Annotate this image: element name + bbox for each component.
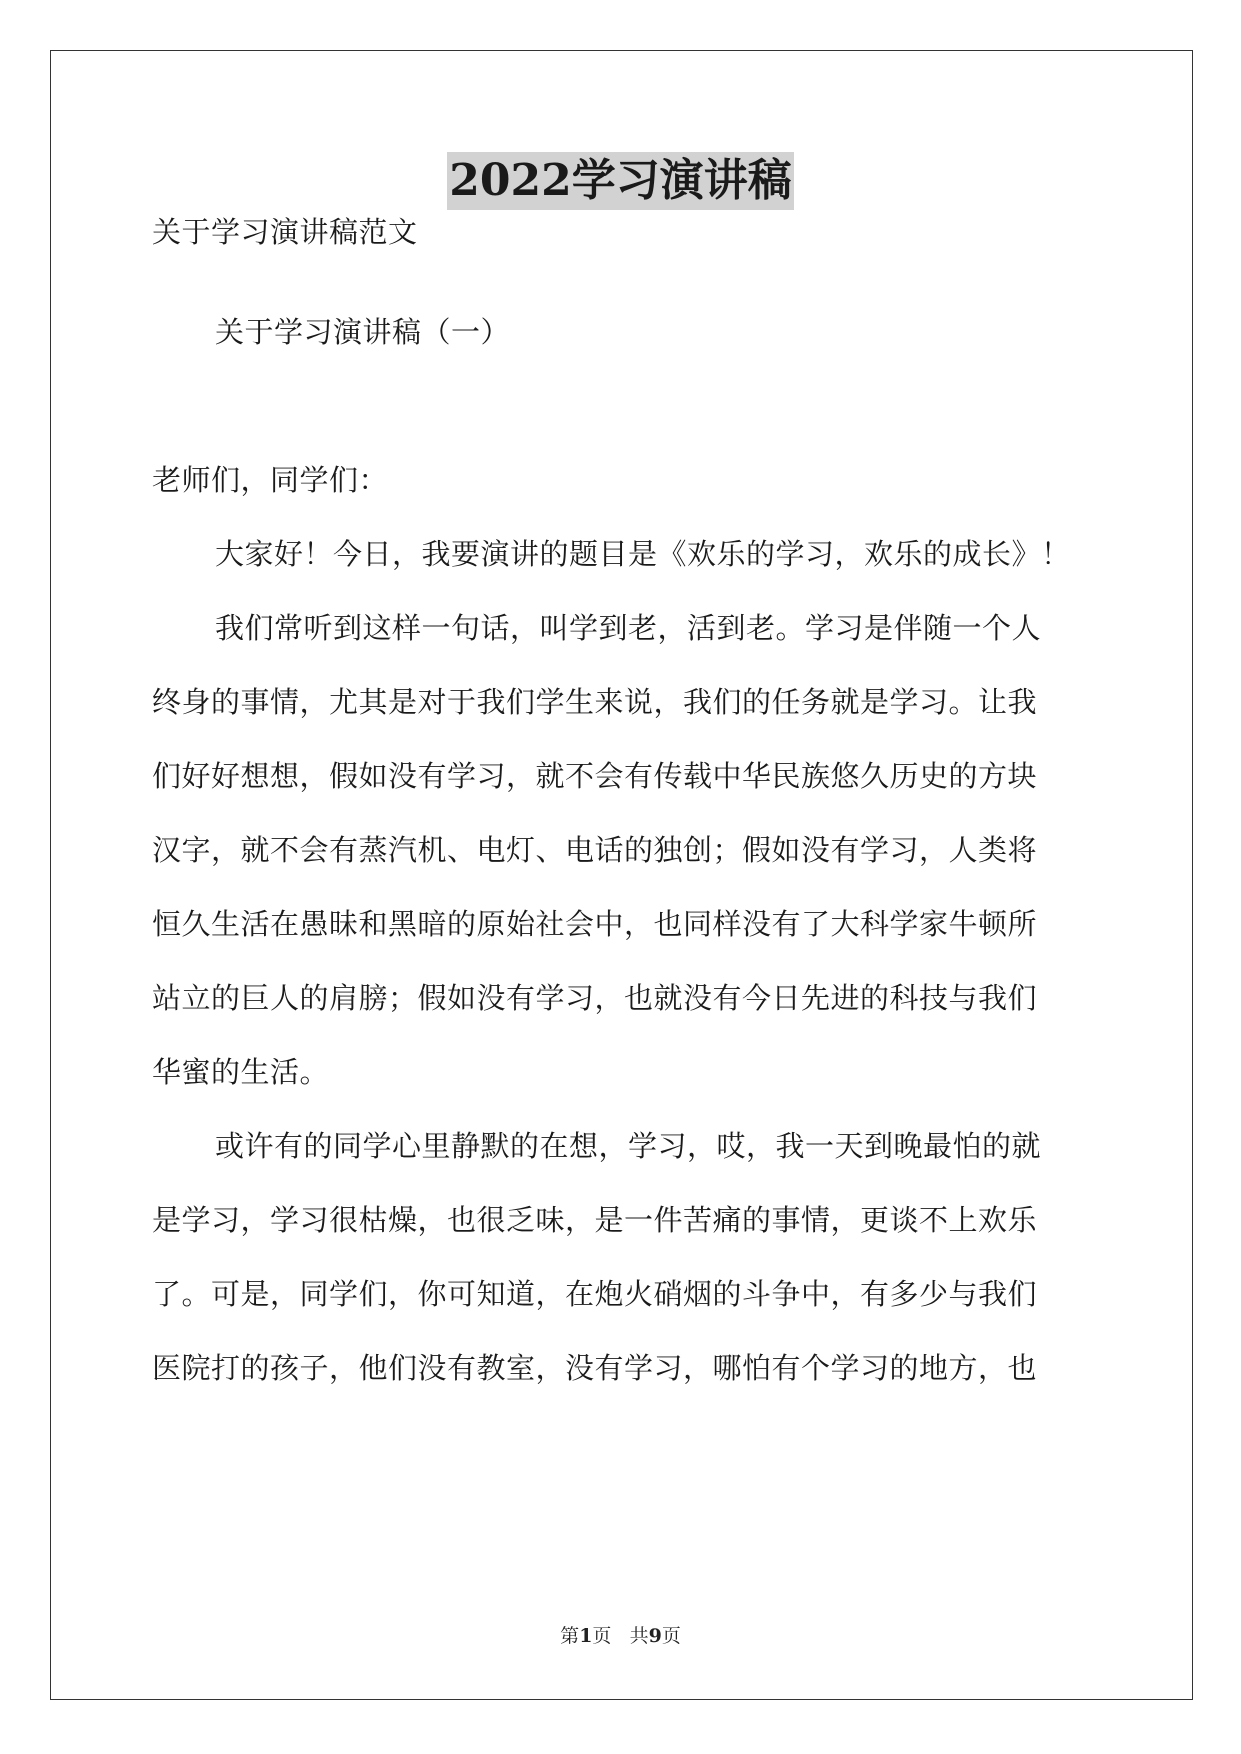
paragraph-line: 是学习，学习很枯燥，也很乏味，是一件苦痛的事情，更谈不上欢乐	[152, 1203, 1038, 1237]
paragraph-line: 医院打的孩子，他们没有教室，没有学习，哪怕有个学习的地方，也	[152, 1351, 1038, 1385]
page-footer	[0, 1624, 1241, 1648]
paragraph-line: 站立的巨人的肩膀；假如没有学习，也就没有今日先进的科技与我们	[152, 981, 1038, 1015]
paragraph-line: 了。可是，同学们，你可知道，在炮火硝烟的斗争中，有多少与我们	[152, 1277, 1038, 1311]
section-heading: 关于学习演讲稿（一）	[215, 315, 511, 349]
paragraph-line: 恒久生活在愚昧和黑暗的原始社会中，也同样没有了大科学家牛顿所	[152, 907, 1038, 941]
paragraph-line: 大家好！今日，我要演讲的题目是《欢乐的学习，欢乐的成长》！	[215, 537, 1071, 571]
document-subtitle: 关于学习演讲稿范文	[152, 215, 418, 249]
footer-prefix: 第	[560, 1625, 580, 1647]
footer-total-prefix: 共	[629, 1625, 649, 1647]
footer-total-suffix: 页	[661, 1625, 681, 1647]
current-page-number: 1	[579, 1625, 593, 1647]
title-container	[0, 152, 1241, 210]
paragraph-line: 汉字，就不会有蒸汽机、电灯、电话的独创；假如没有学习，人类将	[152, 833, 1038, 867]
paragraph-line: 华蜜的生活。	[152, 1055, 330, 1089]
greeting-line: 老师们，同学们：	[152, 463, 389, 497]
total-pages-number: 9	[648, 1625, 662, 1647]
paragraph-line: 我们常听到这样一句话，叫学到老，活到老。学习是伴随一个人	[215, 611, 1042, 645]
paragraph-line: 或许有的同学心里静默的在想，学习，哎，我一天到晚最怕的就	[215, 1129, 1042, 1163]
paragraph-line: 们好好想想，假如没有学习，就不会有传载中华民族悠久历史的方块	[152, 759, 1038, 793]
paragraph-line: 终身的事情，尤其是对于我们学生来说，我们的任务就是学习。让我	[152, 685, 1038, 719]
page-border	[50, 50, 1193, 1700]
document-title: 2022学习演讲稿	[447, 152, 793, 210]
footer-page-suffix: 页	[592, 1625, 612, 1647]
